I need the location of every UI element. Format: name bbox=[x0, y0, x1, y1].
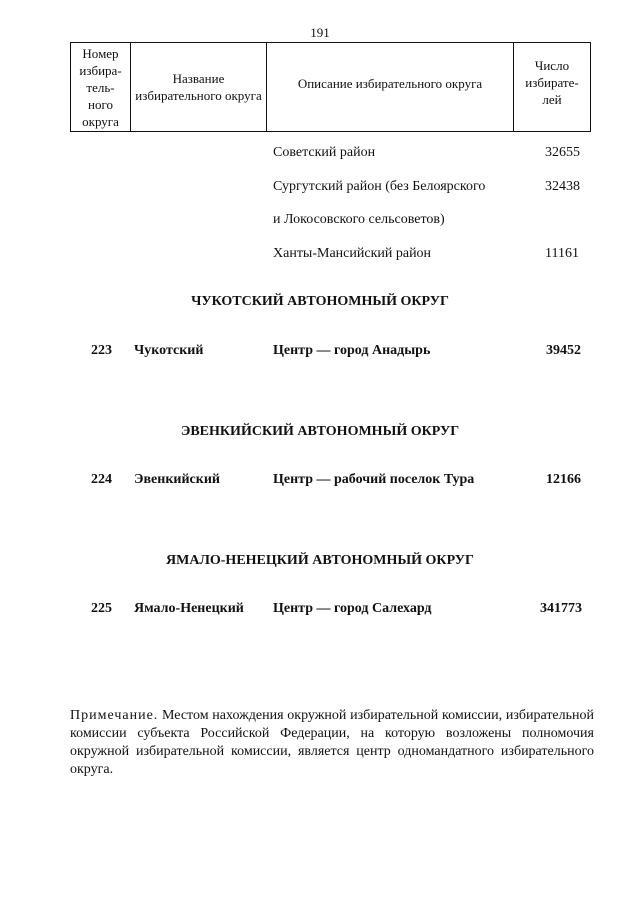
continuation-row-voters: 32655 bbox=[545, 145, 580, 160]
header-district-number: Номер избира- тель- ного округа bbox=[71, 43, 131, 131]
district-name: Эвенкийский bbox=[134, 472, 220, 487]
header-voter-count: Число избирате- лей bbox=[525, 58, 579, 107]
section-heading: ЧУКОТСКИЙ АВТОНОМНЫЙ ОКРУГ bbox=[191, 294, 449, 309]
section-heading: ЭВЕНКИЙСКИЙ АВТОНОМНЫЙ ОКРУГ bbox=[180, 424, 460, 439]
continuation-row-voters: 32438 bbox=[545, 179, 580, 194]
district-name: Чукотский bbox=[134, 343, 204, 358]
continuation-row-description: Ханты-Мансийский район bbox=[273, 246, 432, 261]
district-number: 224 bbox=[91, 472, 112, 487]
header-district-description bbox=[267, 43, 514, 131]
table-header bbox=[70, 42, 591, 132]
continuation-row-description: Советский район bbox=[273, 145, 376, 160]
district-description: Центр — город Анадырь bbox=[273, 343, 431, 358]
district-voters: 12166 bbox=[546, 472, 581, 487]
district-name: Ямало-Ненецкий bbox=[134, 601, 244, 616]
district-voters: 39452 bbox=[546, 343, 581, 358]
continuation-row-voters: 11161 bbox=[545, 246, 579, 261]
header-district-name: Название избирательного округа bbox=[131, 43, 267, 131]
district-voters: 341773 bbox=[540, 601, 582, 616]
district-description: Центр — город Салехард bbox=[273, 601, 432, 616]
header-description-label: Описание избирательного округа bbox=[297, 75, 483, 91]
section-heading: ЯМАЛО-НЕНЕЦКИЙ АВТОНОМНЫЙ ОКРУГ bbox=[166, 553, 474, 568]
footnote bbox=[70, 707, 594, 779]
continuation-row-description: и Локосовского сельсоветов) bbox=[273, 212, 445, 227]
footnote-label: Примечание. bbox=[70, 708, 159, 723]
district-number: 223 bbox=[91, 343, 112, 358]
continuation-row-description: Сургутский район (без Белоярского bbox=[273, 179, 486, 194]
footnote-text: Местом нахождения окружной избирательной комиссии, избирательной комиссии субъекта Российской Федерации, на которую возложены полномочия окружной избирательной комиссии, является центр одномандатного избирательного округа. bbox=[70, 708, 595, 777]
district-description: Центр — рабочий поселок Тура bbox=[273, 472, 475, 487]
page-number: 191 bbox=[310, 25, 330, 40]
district-number: 225 bbox=[91, 601, 112, 616]
